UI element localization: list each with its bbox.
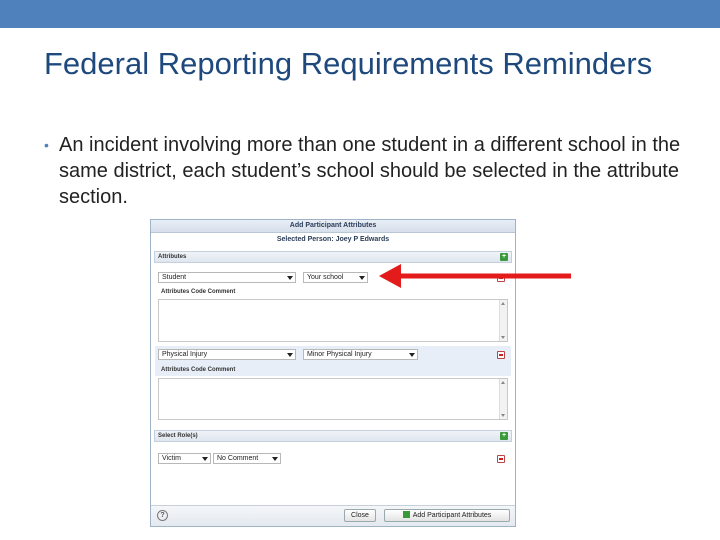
attribute-code-value-2: Physical Injury [162,351,208,358]
bullet-item [44,132,684,210]
bullet-text: An incident involving more than one student in a different school in the same district, each student’s school should be selected in the attribute section. [59,134,681,208]
red-arrow-head [379,264,401,288]
role-comment-select[interactable] [213,453,281,464]
attribute-detail-select[interactable] [303,349,418,360]
school-select-value: Your school [307,274,344,281]
chevron-down-icon [272,457,278,461]
add-participant-icon [403,511,410,518]
dialog-footer [151,505,515,526]
attribute-code-value-1: Student [162,274,187,281]
delete-role-icon[interactable] [497,455,505,463]
textarea-scrollbar[interactable] [499,379,507,419]
attribute-comment-textarea-2[interactable] [158,378,508,420]
red-arrow-icon [375,258,575,298]
chevron-down-icon [287,353,293,357]
slide-title: Federal Reporting Requirements Reminders [44,46,653,81]
bullet-dot: • [44,137,49,153]
top-accent-bar [0,0,720,28]
attribute-comment-label-1: Attributes Code Comment [161,289,236,295]
attribute-detail-value: Minor Physical Injury [307,351,372,358]
close-button[interactable]: Close [344,509,376,522]
delete-attribute-icon-2[interactable] [497,351,505,359]
attribute-comment-textarea-1[interactable] [158,299,508,342]
chevron-down-icon [409,353,415,357]
roles-header-label: Select Role(s) [158,433,198,439]
chevron-down-icon [202,457,208,461]
chevron-down-icon [359,276,365,280]
attribute-comment-label-2: Attributes Code Comment [161,367,236,373]
chevron-down-icon [287,276,293,280]
role-select[interactable] [158,453,211,464]
attribute-code-select-2[interactable] [158,349,296,360]
selected-person-label: Selected Person: Joey P Edwards [276,236,390,243]
add-participant-attributes-label: Add Participant Attributes [412,512,492,519]
dialog-title: Add Participant Attributes [151,220,515,233]
help-icon[interactable]: ? [157,510,168,521]
add-participant-attributes-button[interactable] [384,509,510,522]
roles-section-header [154,430,512,442]
add-role-icon[interactable]: + [501,432,507,439]
role-comment-value: No Comment [217,455,259,462]
attribute-code-select-1[interactable] [158,272,296,283]
textarea-scrollbar[interactable] [499,300,507,341]
attributes-header-label: Attributes [158,254,187,260]
add-attribute-icon[interactable]: + [501,253,507,260]
role-select-value: Victim [162,455,181,462]
school-select[interactable] [303,272,368,283]
